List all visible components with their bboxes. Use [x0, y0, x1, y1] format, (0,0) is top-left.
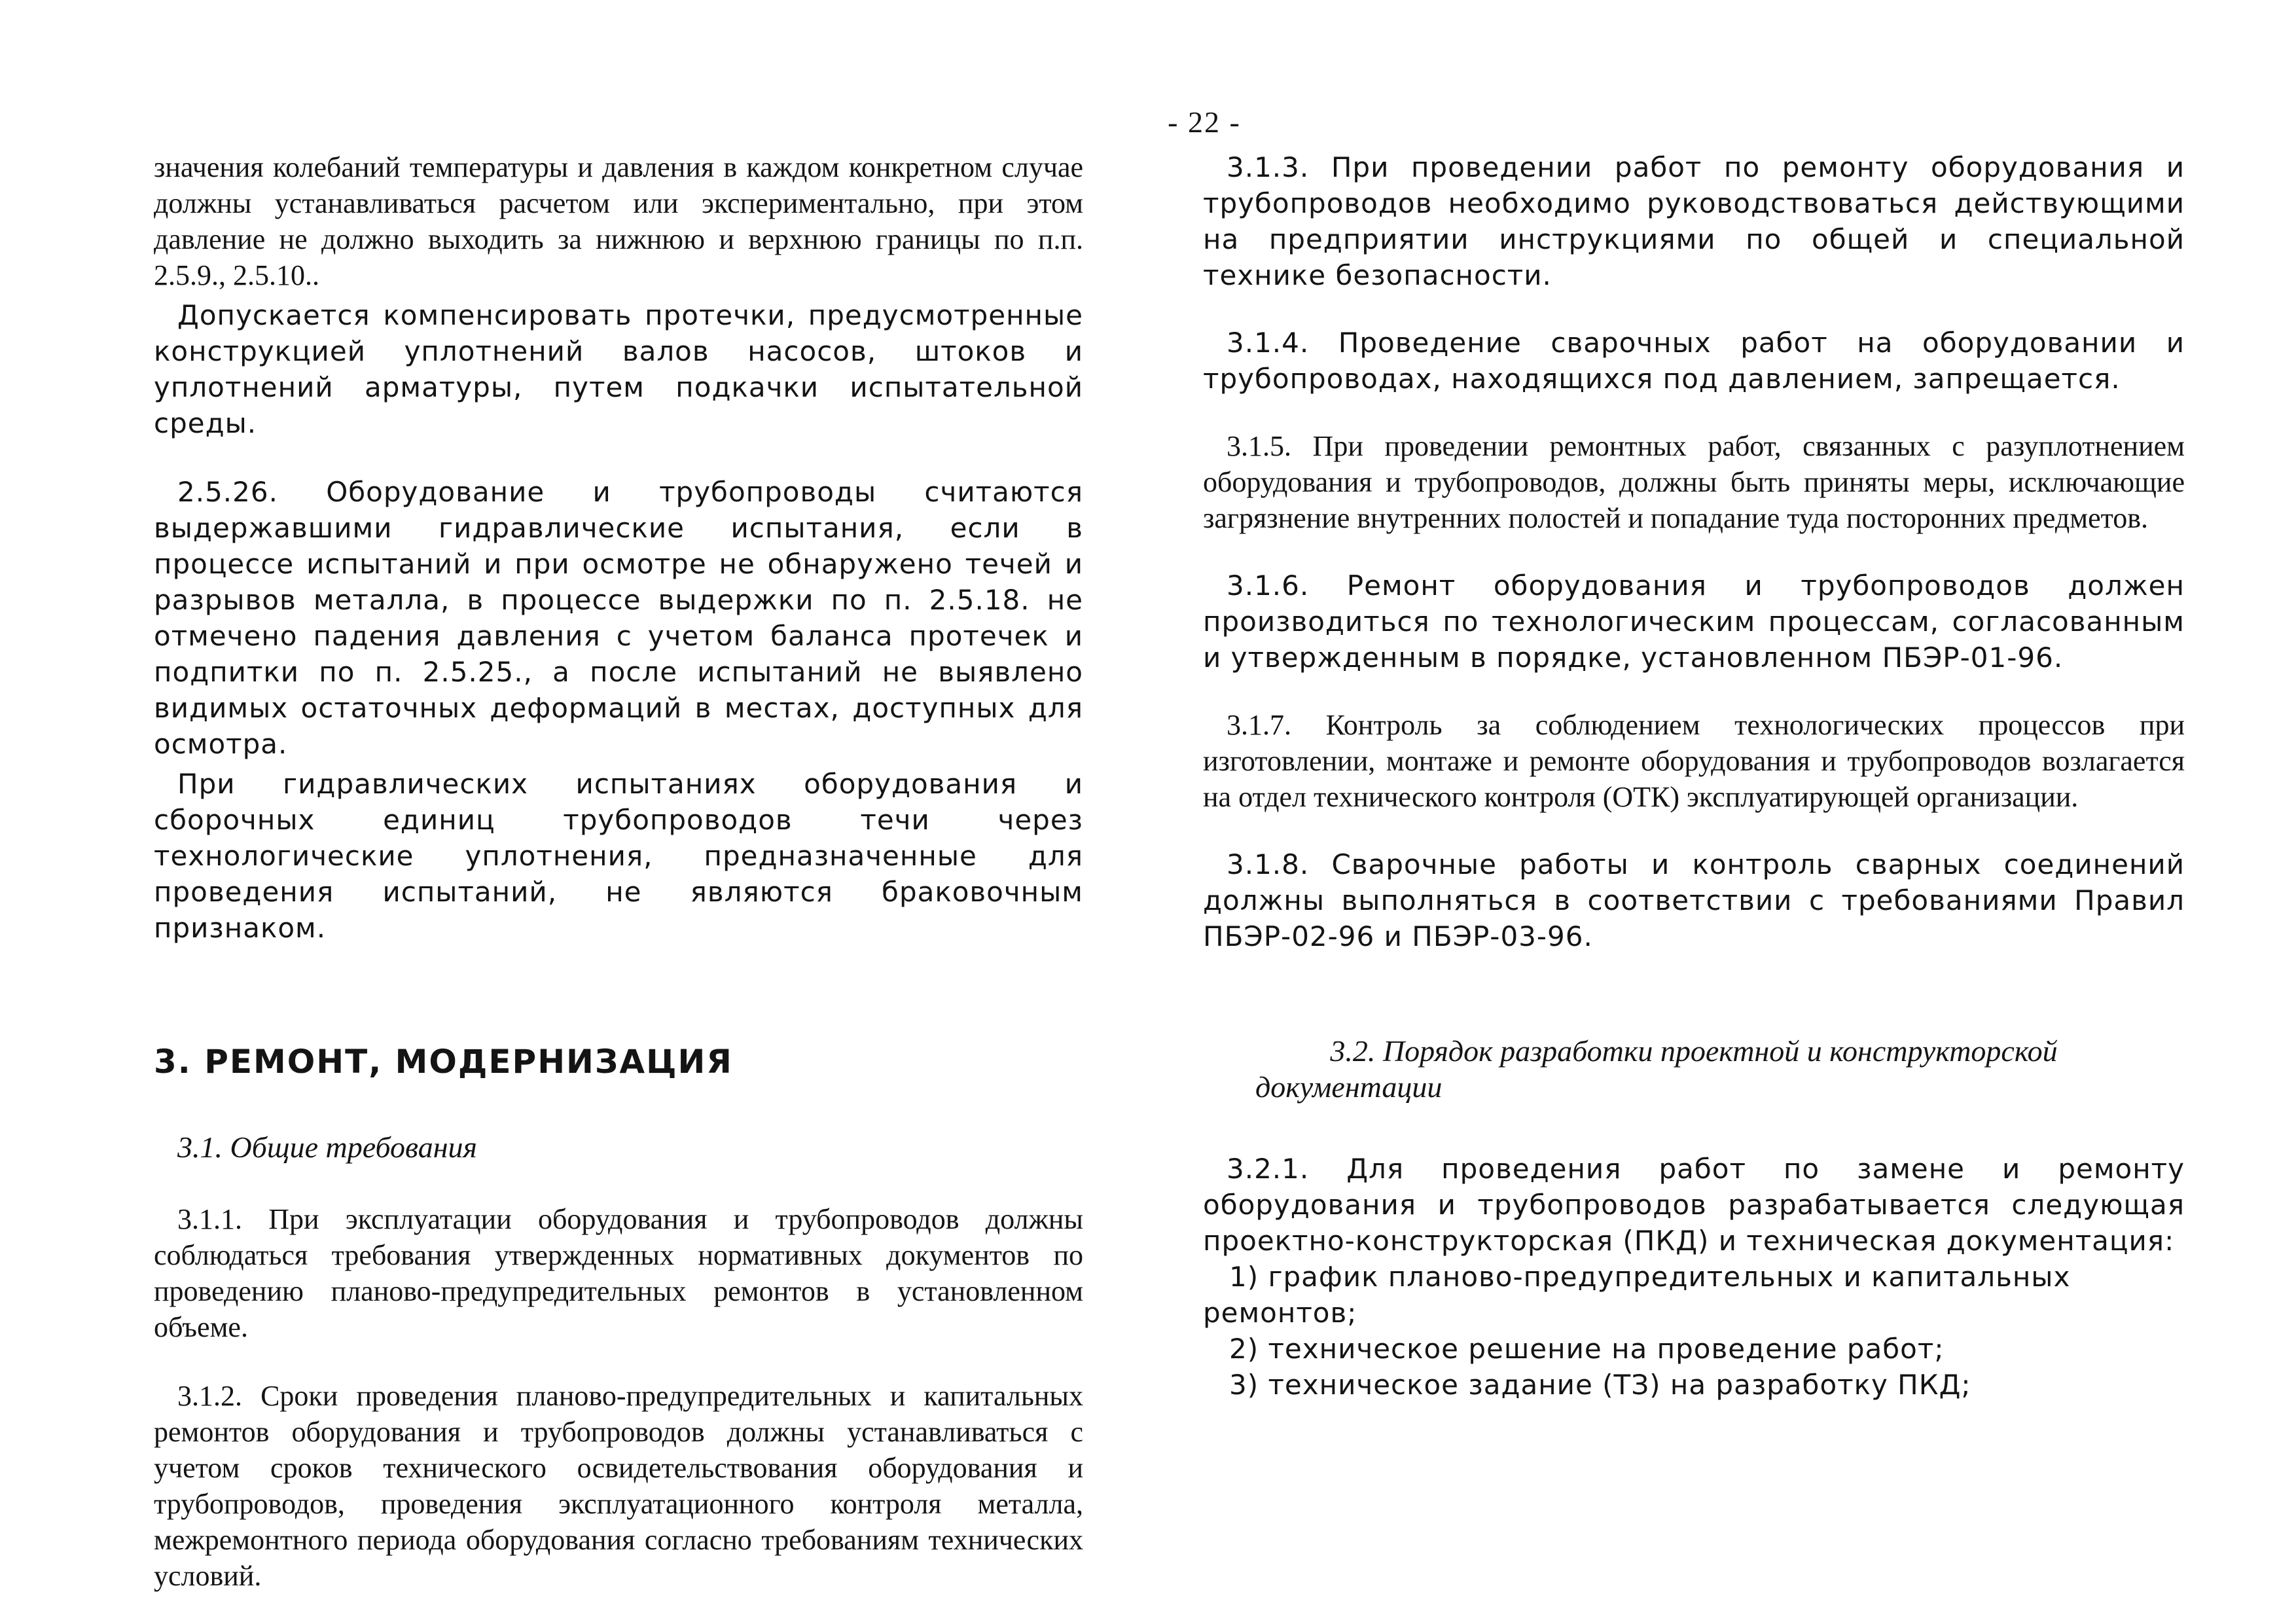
paragraph-2-5-26: 2.5.26. Оборудование и трубопроводы считаются выдержавшими гидравлические испытания, если в процессе испытаний и при осмотре не обнаружено течей и разрывов металла, в процессе выдержки по п. 2.5.18. не отмечено падения давления с учетом баланса протечек и подпитки по п. 2.5.25., а после испытаний не выявлено видимых остаточных деформаций в местах, доступных для осмотра. [154, 476, 1083, 760]
paragraph-3-1-7: 3.1.7. Контроль за соблюдением технологических процессов при изготовлении, монтаже и ремонте оборудования и трубопроводов возлагается на отдел технического контроля (ОТК) эксплуатирующей организации. [1203, 709, 2185, 813]
paragraph-hydraulic-tests: При гидравлических испытаниях оборудования и сборочных единиц трубопроводов течи через технологические уплотнения, предназначенные для проведения испытаний, не являются браковочным признаком. [154, 768, 1083, 944]
paragraph-3-1-2: 3.1.2. Сроки проведения планово-предупредительных и капитальных ремонтов оборудования и трубопроводов должны устанавливаться с учетом сроков технического освидетельствования оборудования и трубопроводов, проведения эксплуатационного контроля металла, межремонтного периода оборудования согласно требованиям технических условий. [154, 1380, 1083, 1592]
paragraph-3-1-1: 3.1.1. При эксплуатации оборудования и трубопроводов должны соблюдаться требования утвержденных нормативных документов по проведению планово-предупредительных ремонтов в установленном объеме. [154, 1203, 1083, 1343]
page-number: - 22 - [1168, 105, 1241, 139]
list-item-1: 1) график планово-предупредительных и капитальных [1229, 1261, 2071, 1293]
paragraph-3-1-6: 3.1.6. Ремонт оборудования и трубопроводов должен производиться по технологическим процессам, согласованным и утвержденным в порядке, установленном ПБЭР-01-96. [1203, 569, 2185, 674]
paragraph-3-1-5: 3.1.5. При проведении ремонтных работ, связанных с разуплотнением оборудования и трубопроводов, должны быть приняты меры, исключающие загрязнение внутренних полостей и попадание туда посторонних предметов. [1203, 430, 2185, 534]
paragraph-3-2-1: 3.2.1. Для проведения работ по замене и ремонту оборудования и трубопроводов разрабатывается следующая проектно-конструкторская (ПКД) и техническая документация: [1203, 1153, 2185, 1257]
section-heading: 3. РЕМОНТ, МОДЕРНИЗАЦИЯ [154, 1043, 733, 1081]
list-item-2: 2) техническое решение на проведение работ; [1229, 1333, 1945, 1365]
right-column [1203, 149, 2185, 1403]
paragraph-leak-compensation: Допускается компенсировать протечки, предусмотренные конструкцией уплотнений валов насосов, штоков и уплотнений арматуры, путем подкачки испытательной среды. [154, 299, 1083, 439]
paragraph-3-1-4: 3.1.4. Проведение сварочных работ на оборудовании и трубопроводах, находящихся под давлением, запрещается. [1203, 327, 2185, 395]
left-column [154, 149, 1083, 1594]
list-item-1-continuation: ремонтов; [1203, 1297, 1357, 1329]
paragraph-continuation: значения колебаний температуры и давления в каждом конкретном случае должны устанавливаться расчетом или экспериментально, при этом давление не должно выходить за нижнюю и верхнюю границы по п.п. 2.5.9., 2.5.10.. [154, 151, 1083, 291]
subsection-heading-3-2: 3.2. Порядок разработки проектной и конструкторской документации [1255, 1034, 2058, 1104]
subsection-heading-3-1: 3.1. Общие требования [177, 1130, 477, 1164]
list-item-3: 3) техническое задание (ТЗ) на разработку ПКД; [1229, 1369, 1971, 1401]
paragraph-3-1-8: 3.1.8. Сварочные работы и контроль сварных соединений должны выполняться в соответствии с требованиями Правил ПБЭР-02-96 и ПБЭР-03-96. [1203, 848, 2185, 952]
paragraph-3-1-3: 3.1.3. При проведении работ по ремонту оборудования и трубопроводов необходимо руководствоваться действующими на предприятии инструкциями по общей и специальной технике безопасности. [1203, 151, 2185, 291]
